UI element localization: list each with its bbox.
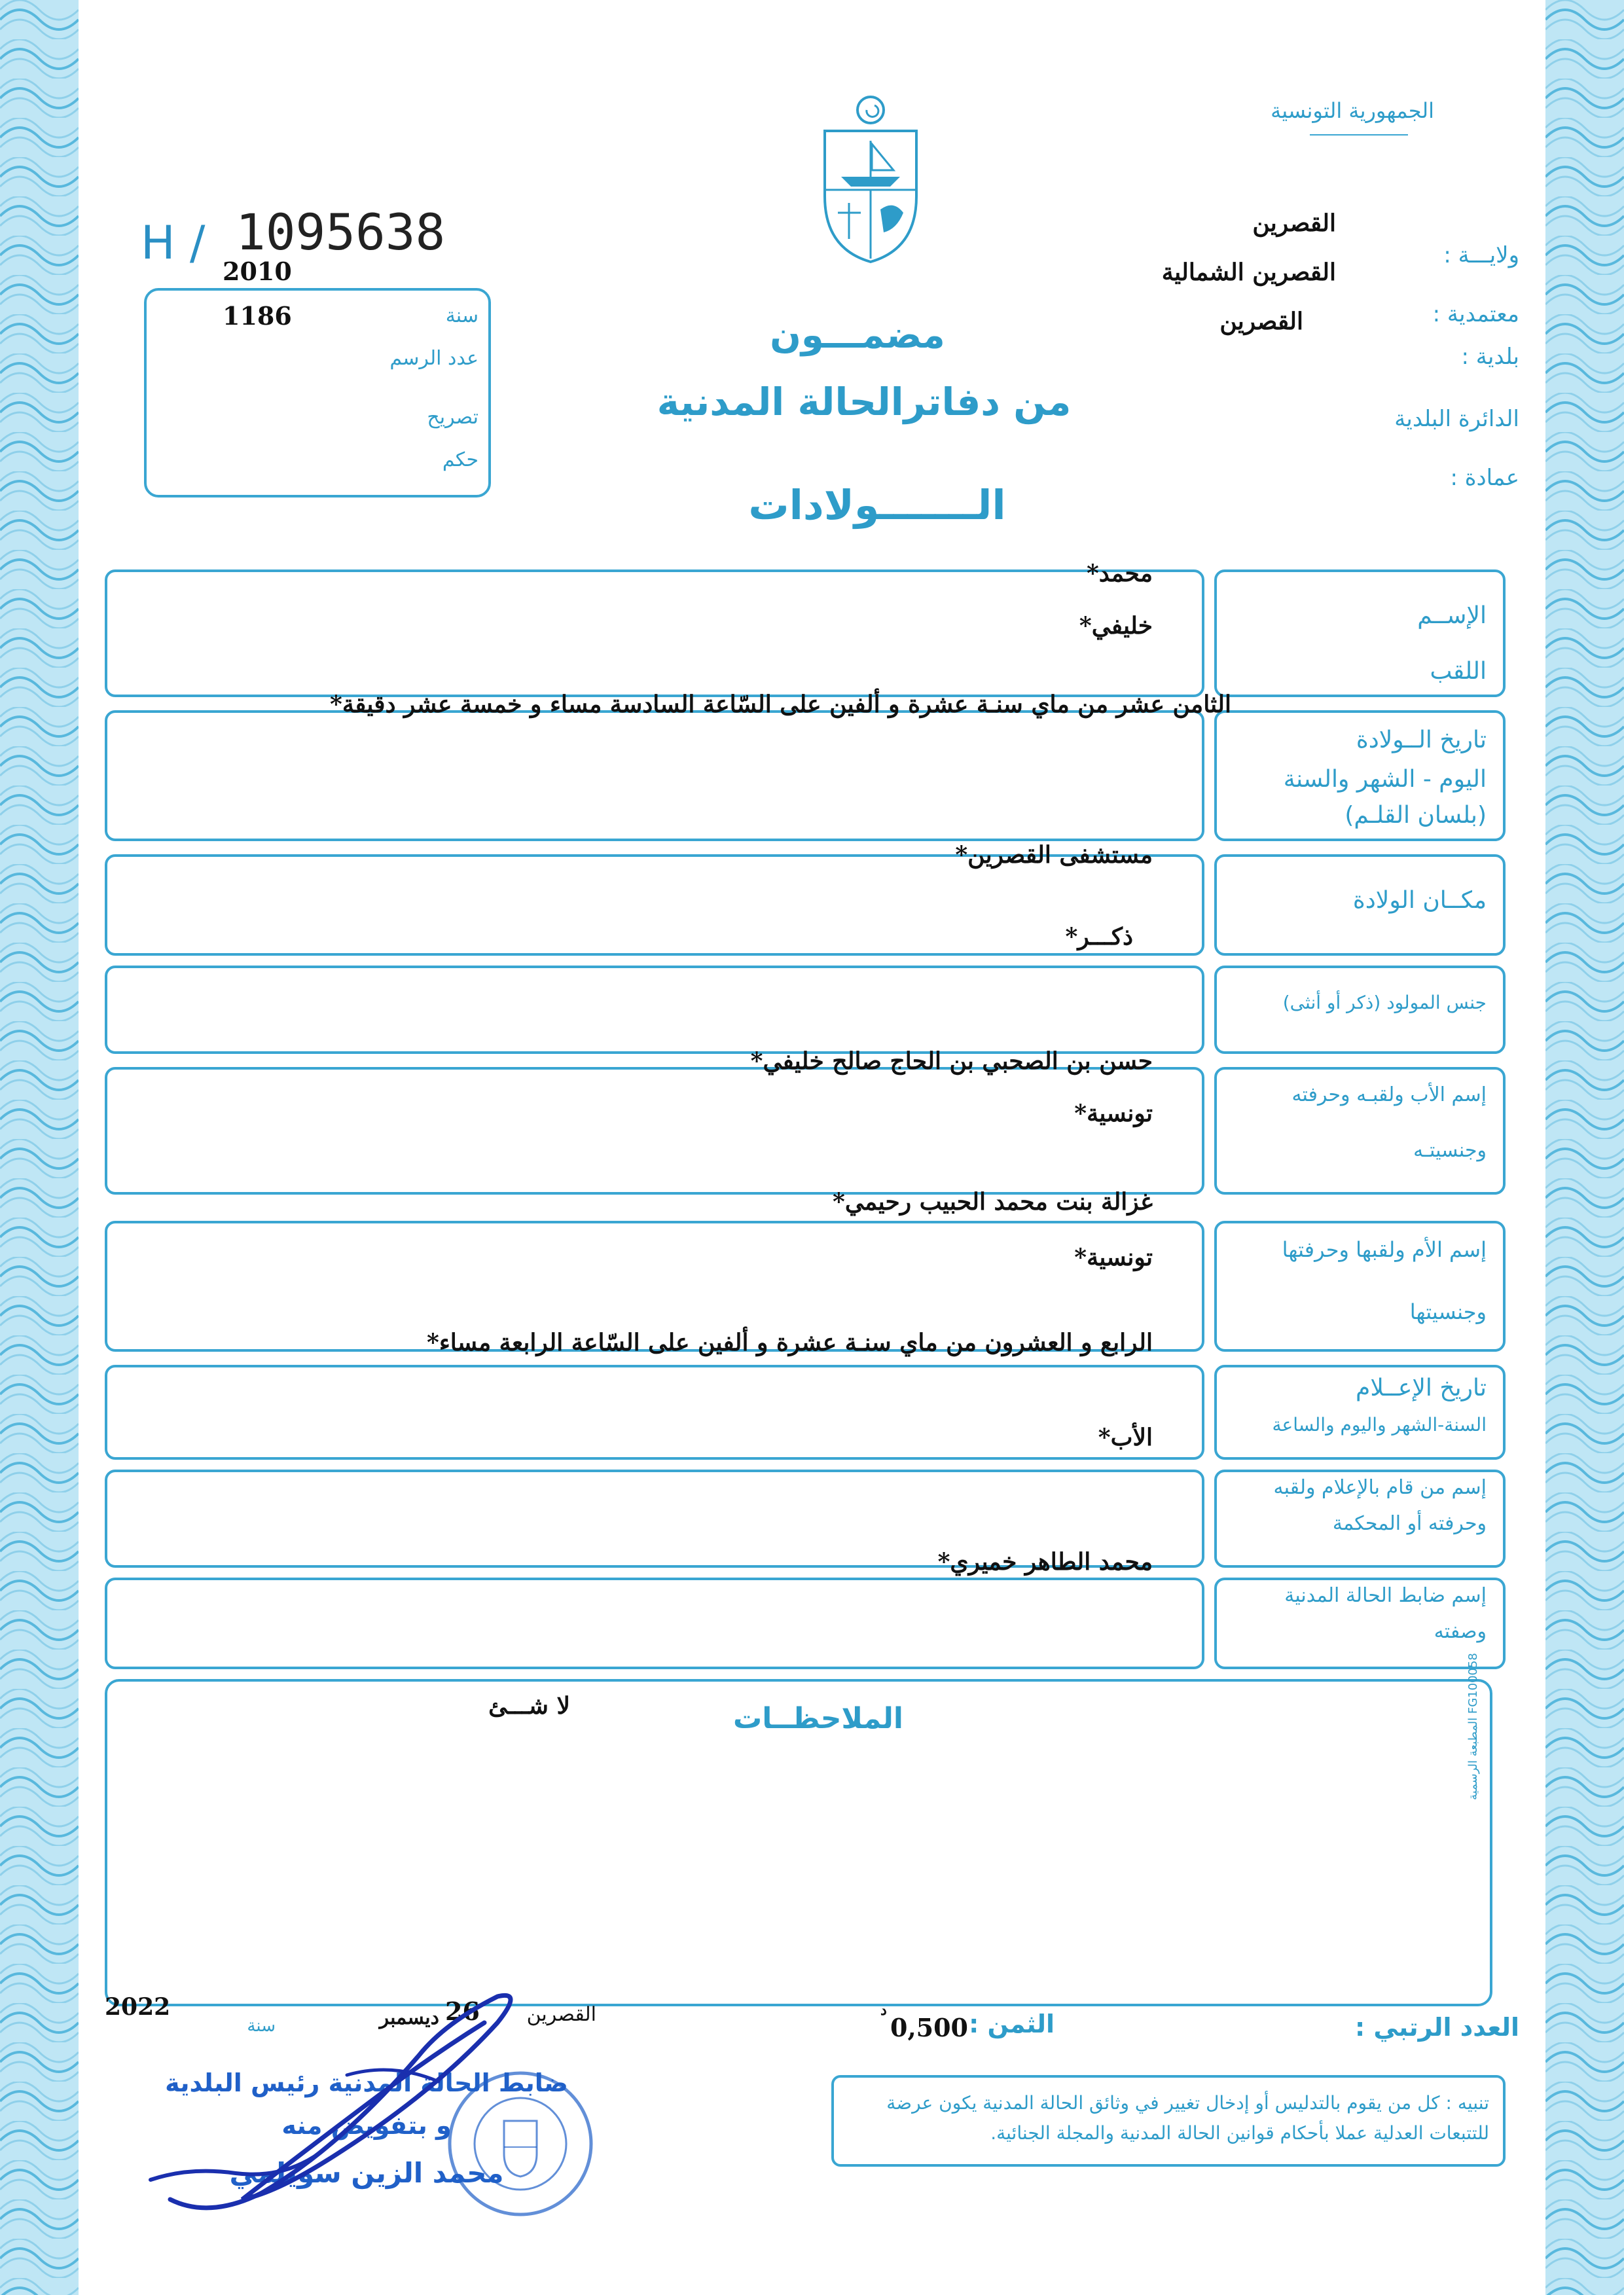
row-value: الأب* — [1098, 1424, 1153, 1451]
row-value: ذكـــر* — [1065, 923, 1133, 950]
omda-label: عمادة : — [1450, 465, 1519, 491]
row-value: تونسية* — [1074, 1100, 1153, 1127]
row-label: إسم الأب ولقبـه وحرفته — [1291, 1083, 1487, 1106]
republic-title: الجمهورية التونسية — [1271, 98, 1434, 123]
serial-number: 1095638 — [236, 203, 446, 261]
row-label: مكــان الولادة — [1352, 887, 1487, 914]
footer-serial-label: العدد الرتبي : — [1354, 2013, 1519, 2042]
row-value: محمد* — [1086, 560, 1153, 587]
footer-day: 26 — [445, 1997, 480, 2026]
remarks-label: الملاحظــات — [733, 1702, 903, 1735]
notice-text: تنبيه : كل من يقوم بالتدليس أو إدخال تغيير في وثائق الحالة المدنية يكون عرضة للتتبعات العدلية عملا بأحكام قوانين الحالة المدنية والمجلة الجنائية. — [886, 2092, 1489, 2144]
row-value-box — [105, 1067, 1204, 1195]
delegation-label: معتمدية : — [1432, 301, 1519, 327]
officer-name: محمد الزين سويلمي — [229, 2157, 504, 2189]
row-value-box — [105, 1578, 1204, 1669]
row-label: وجنسيتـه — [1413, 1139, 1487, 1162]
record-box — [144, 288, 491, 497]
footer-year-label: سنة — [247, 2016, 276, 2036]
row-value-box — [105, 569, 1204, 697]
right-border-pattern — [1545, 0, 1624, 2295]
serial-prefix: H / — [141, 216, 206, 270]
row-value: الرابع و العشرون من ماي سنـة عشرة و ألفين على السّاعة الرابعة مساء* — [427, 1329, 1153, 1356]
state-label: ولايـــة : — [1443, 242, 1519, 268]
row-label: تاريخ الــولادة — [1356, 727, 1487, 753]
footer-place: القصرين — [526, 2003, 596, 2026]
record-judgment-label: حكم — [442, 448, 478, 471]
row-label: اللقب — [1430, 658, 1487, 685]
section-title-births: الـــــــولادات — [748, 481, 1006, 529]
title-civil-registers: من دفاترالحالة المدنية — [657, 380, 1072, 424]
row-value: تونسية* — [1074, 1244, 1153, 1271]
row-value-box — [105, 710, 1204, 841]
record-declaration-label: تصريح — [427, 406, 478, 429]
row-value: محمد الطاهر خميري* — [937, 1548, 1153, 1576]
delegation-value: القصرين الشمالية — [1161, 259, 1336, 286]
left-border-pattern — [0, 0, 79, 2295]
footer-year-value: 2022 — [105, 1993, 171, 2021]
row-label: جنس المولود (ذكر أو أنثى) — [1282, 992, 1487, 1013]
row-value: غزالة بنت محمد الحبيب رحيمي* — [833, 1188, 1153, 1216]
row-value-box — [105, 966, 1204, 1054]
row-label: تاريخ الإعــلام — [1356, 1375, 1487, 1401]
municipality-label: بلدية : — [1461, 344, 1519, 370]
row-value-box — [105, 1365, 1204, 1460]
row-value: خليفي* — [1079, 612, 1153, 640]
row-label: إسم ضابط الحالة المدنية — [1284, 1584, 1487, 1607]
row-label: إسم الأم ولقبها وحرفتها — [1282, 1237, 1487, 1262]
record-act-number-value: 1186 — [223, 301, 292, 331]
record-year-value: 2010 — [223, 257, 292, 286]
row-value: الثامن عشر من ماي سنـة عشرة و ألفين على السّاعة السادسة مساء و خمسة عشر دقيقة* — [330, 691, 1231, 718]
row-label: وصفته — [1434, 1620, 1487, 1643]
municipal-district-label: الدائرة البلدية — [1394, 406, 1519, 432]
row-label: إسم من قام بالإعلام ولقبه — [1273, 1476, 1487, 1499]
title-extract: مضمـــون — [770, 314, 945, 357]
record-year-label: سنة — [445, 304, 478, 327]
side-print-label: المطبعة الرسمية FG100058 — [1466, 1653, 1480, 1800]
row-label: وحرفته أو المحكمة — [1332, 1512, 1487, 1535]
row-label: (بلسان القلـم) — [1344, 802, 1487, 829]
officer-title: ضابط الحالة المدنية رئيس البلدية — [165, 2069, 568, 2097]
row-label: وجنسيتها — [1409, 1299, 1487, 1324]
remarks-value: لا شـــئ — [488, 1692, 570, 1720]
officer-delegate: و بتفويض منه — [281, 2111, 452, 2140]
handwritten-signature — [131, 1983, 589, 2232]
footer-price-value: 0,500 — [890, 2013, 968, 2042]
row-value: مستشفى القصرين* — [955, 841, 1153, 869]
footer-price-label: الثمن : — [969, 2010, 1055, 2038]
row-value: حسن بن الصحبي بن الحاج صالح خليفي* — [750, 1047, 1153, 1075]
footer-price-unit: د — [880, 2002, 887, 2019]
coat-of-arms-emblem — [812, 92, 929, 268]
municipality-value: القصرين — [1219, 308, 1303, 335]
row-label: اليوم - الشهر والسنة — [1283, 766, 1487, 793]
record-act-number-label: عدد الرسم — [389, 347, 478, 370]
republic-underline — [1310, 134, 1408, 136]
row-label: السنة-الشهر واليوم والساعة — [1272, 1414, 1487, 1436]
footer-month: ديسمبر — [379, 2006, 439, 2029]
row-value-box — [105, 854, 1204, 956]
row-label: الإســم — [1417, 602, 1487, 629]
state-value: القصرين — [1252, 209, 1336, 237]
